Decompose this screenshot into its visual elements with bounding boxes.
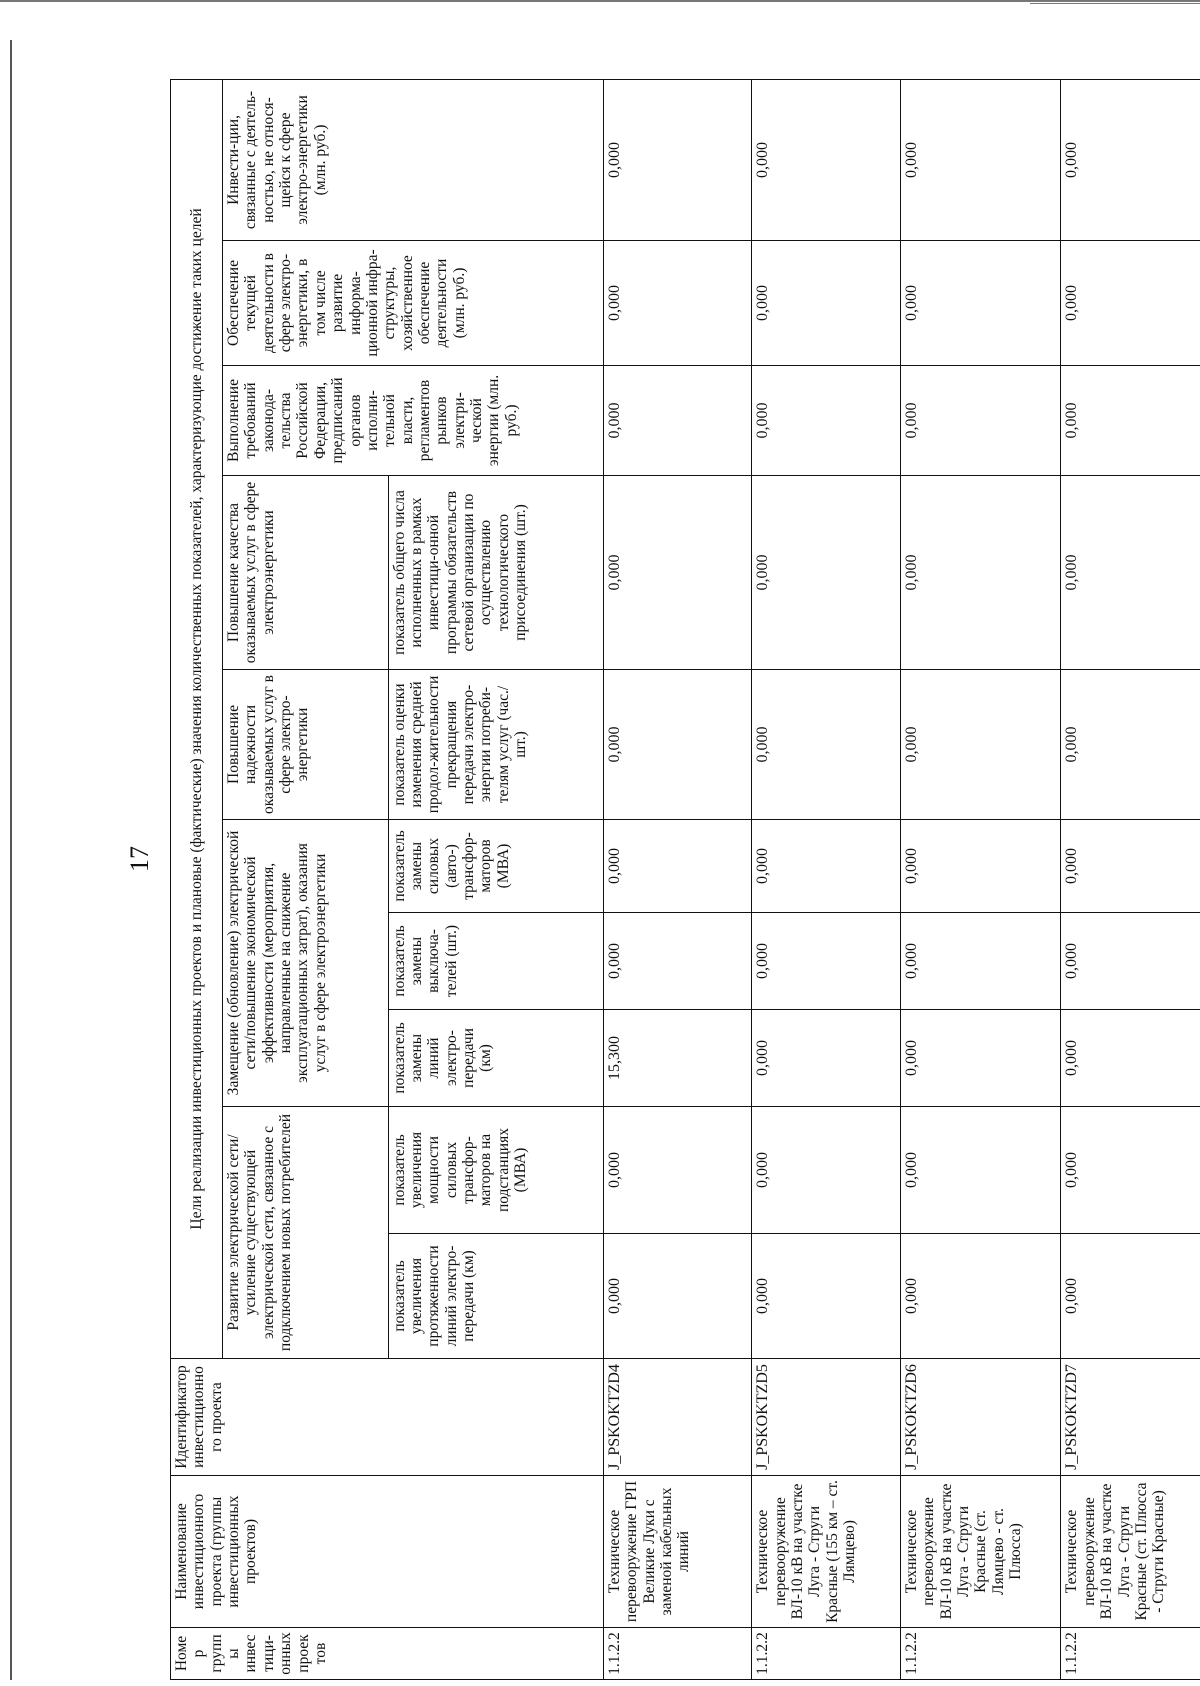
cell-value: 0,000: [752, 366, 900, 476]
header-project-name: Наименование инвестиционного проекта (группы инвестиционных проектов): [171, 1476, 604, 1628]
cell-group: 1.1.2.2: [1061, 1628, 1200, 1680]
cell-value: 0,000: [752, 1107, 900, 1234]
header-goal-replacement: Замещение (обновление) электрической сети/повышение экономической эффективности (мероприятия, направленные на снижение эксплуатационных затрат), оказания услуг в сфере электроэнергетики: [223, 820, 389, 1107]
header-goal-quality: Повышение качества оказываемых услуг в сфере электроэнергетики: [223, 476, 389, 670]
header-goal-non-energy: Инвести-ции, связанные с деятель-ностью, не относя-щейся к сфере электро-энергетики (млн. руб.): [223, 79, 604, 240]
header-indicator-transformer-capacity: показатель увеличения мощности силовых трансфор-маторов на подстанциях (МВА): [388, 1107, 603, 1234]
header-indicator-breaker-replacement: показатель замены выключа-телей (шт.): [388, 913, 603, 1010]
table-row: [900, 79, 1061, 1679]
cell-value: 0,000: [752, 476, 900, 670]
cell-value: 0,000: [752, 820, 900, 913]
header-indicator-transformer-replacement: показатель замены силовых (авто-) трансфор-маторов (МВА): [388, 820, 603, 913]
header-goal-legal: Выполнение требований законода-тельства Российской Федерации, предписаний органов исполни-тельной власти, регламентов рынков электри-ческой энергии (млн. руб.): [223, 366, 604, 476]
cell-value: 0,000: [752, 79, 900, 240]
header-group-number: Номер группы инвестици-онных проектов: [171, 1628, 604, 1680]
investment-goals-table: [170, 79, 1200, 1680]
header-goal-development: Развитие электрической сети/усиление существующей электрической сети, связанное с подключением новых потребителей: [223, 1107, 389, 1359]
cell-value: 0,000: [1061, 1010, 1200, 1107]
cell-value: 0,000: [603, 670, 751, 820]
cell-group: 1.1.2.2: [603, 1628, 751, 1680]
header-indicator-interruption-duration: показатель оценки изменения средней продол-жительности прекращения передачи электро-энергии потреби-телям услуг (час./шт.): [388, 670, 603, 820]
cell-value: 0,000: [1061, 79, 1200, 240]
header-indicator-line-length: показатель увеличения протяженности линий электро-передачи (км): [388, 1234, 603, 1359]
cell-value: 0,000: [603, 476, 751, 670]
cell-value: 0,000: [900, 241, 1061, 366]
table-row: [752, 79, 900, 1679]
cell-value: 0,000: [752, 1234, 900, 1359]
cell-value: 0,000: [603, 820, 751, 913]
cell-value: 0,000: [603, 1234, 751, 1359]
scan-edge: [0, 0, 1200, 2]
header-goal-operations: Обеспечение текущей деятельности в сфере электро-энергетики, в том числе развитие информа-ционной инфра-структуры, хозяйственное обеспечение деятельности (млн. руб.): [223, 241, 604, 366]
cell-value: 0,000: [603, 79, 751, 240]
cell-identifier: J_PSKOKTZD4: [603, 1359, 751, 1476]
cell-value: 0,000: [900, 476, 1061, 670]
cell-project-name: Техническое перевооружение ГРП Великие Луки с заменой кабельных линий: [603, 1476, 751, 1628]
scan-edge: [1030, 3, 1200, 4]
cell-value: 0,000: [752, 241, 900, 366]
cell-value: 0,000: [900, 1107, 1061, 1234]
page-number: 17: [125, 846, 154, 872]
header-goals: Цели реализации инвестиционных проектов и плановые (фактические) значения количественных показателей, характеризующие достижение таких целей: [171, 79, 223, 1358]
cell-value: 0,000: [1061, 1107, 1200, 1234]
cell-value: 0,000: [603, 913, 751, 1010]
cell-project-name: Техническое перевооружение ВЛ-10 кВ на участке Луга - Струги Красные (ст. Плюсса - Струги Красные): [1061, 1476, 1200, 1628]
cell-group: 1.1.2.2: [900, 1628, 1061, 1680]
table-row: [603, 79, 751, 1679]
cell-value: 0,000: [603, 366, 751, 476]
scan-edge: [10, 40, 12, 1680]
table-row: [1061, 79, 1200, 1679]
cell-value: 0,000: [1061, 241, 1200, 366]
cell-identifier: J_PSKOKTZD7: [1061, 1359, 1200, 1476]
header-row-1: [171, 79, 223, 1679]
cell-value: 15,300: [603, 1010, 751, 1107]
cell-value: 0,000: [900, 366, 1061, 476]
cell-value: 0,000: [900, 670, 1061, 820]
cell-value: 0,000: [1061, 913, 1200, 1010]
header-indicator-connections: показатель общего числа исполненных в рамках инвестици-онной программы обязательств сетевой организации по осуществлению технологического присоединения (шт.): [388, 476, 603, 670]
cell-value: 0,000: [1061, 1234, 1200, 1359]
cell-value: 0,000: [1061, 820, 1200, 913]
rotated-table-container: [170, 80, 1200, 1680]
cell-value: 0,000: [1061, 670, 1200, 820]
cell-value: 0,000: [900, 913, 1061, 1010]
cell-project-name: Техническое перевооружение ВЛ-10 кВ на участке Луга - Струги Красные (155 км – ст. Лямцево): [752, 1476, 900, 1628]
cell-value: 0,000: [900, 79, 1061, 240]
cell-value: 0,000: [1061, 476, 1200, 670]
cell-value: 0,000: [603, 241, 751, 366]
cell-value: 0,000: [900, 1010, 1061, 1107]
cell-group: 1.1.2.2: [752, 1628, 900, 1680]
cell-value: 0,000: [1061, 366, 1200, 476]
cell-identifier: J_PSKOKTZD5: [752, 1359, 900, 1476]
cell-value: 0,000: [900, 820, 1061, 913]
cell-value: 0,000: [900, 1234, 1061, 1359]
header-indicator-line-replacement: показатель замены линий электро-передачи (км): [388, 1010, 603, 1107]
cell-value: 0,000: [752, 913, 900, 1010]
header-identifier: Идентификатор инвестиционного проекта: [171, 1359, 604, 1476]
cell-value: 0,000: [752, 1010, 900, 1107]
header-goal-reliability: Повышение надежности оказываемых услуг в сфере электро-энергетики: [223, 670, 389, 820]
cell-identifier: J_PSKOKTZD6: [900, 1359, 1061, 1476]
cell-value: 0,000: [603, 1107, 751, 1234]
cell-value: 0,000: [752, 670, 900, 820]
cell-project-name: Техническое перевооружение ВЛ-10 кВ на участке Луга - Струги Красные (ст. Лямцево - ст. Плюсса): [900, 1476, 1061, 1628]
